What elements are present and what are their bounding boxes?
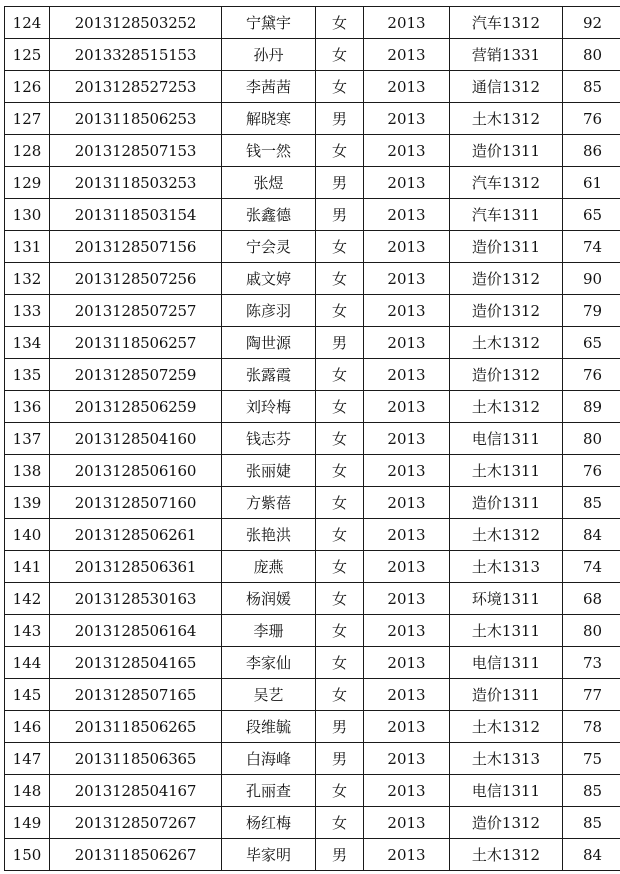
gender-cell: 男 (316, 199, 364, 231)
row-number-cell: 132 (5, 263, 50, 295)
year-cell: 2013 (364, 359, 450, 391)
student-id-cell: 2013128507153 (50, 135, 222, 167)
score-cell: 76 (563, 455, 620, 487)
row-number-cell: 133 (5, 295, 50, 327)
score-cell: 85 (563, 487, 620, 519)
student-name-cell: 钱一然 (222, 135, 316, 167)
student-id-cell: 2013128507259 (50, 359, 222, 391)
class-cell: 汽车1312 (450, 167, 563, 199)
row-number-cell: 149 (5, 807, 50, 839)
row-number-cell: 128 (5, 135, 50, 167)
year-cell: 2013 (364, 39, 450, 71)
class-cell: 土木1312 (450, 391, 563, 423)
student-id-cell: 2013128507156 (50, 231, 222, 263)
student-id-cell: 2013118506253 (50, 103, 222, 135)
student-id-cell: 2013118503253 (50, 167, 222, 199)
gender-cell: 男 (316, 167, 364, 199)
year-cell: 2013 (364, 423, 450, 455)
class-cell: 造价1312 (450, 263, 563, 295)
class-cell: 土木1311 (450, 615, 563, 647)
student-name-cell: 方紫蓓 (222, 487, 316, 519)
table-row (5, 7, 620, 39)
table-row (5, 39, 620, 71)
class-cell: 汽车1311 (450, 199, 563, 231)
student-name-cell: 白海峰 (222, 743, 316, 775)
student-id-cell: 2013118506257 (50, 327, 222, 359)
student-id-cell: 2013128507256 (50, 263, 222, 295)
row-number-cell: 131 (5, 231, 50, 263)
class-cell: 土木1312 (450, 711, 563, 743)
score-cell: 85 (563, 775, 620, 807)
student-id-cell: 2013128504165 (50, 647, 222, 679)
table-row (5, 359, 620, 391)
student-id-cell: 2013128506261 (50, 519, 222, 551)
student-name-cell: 钱志芬 (222, 423, 316, 455)
student-id-cell: 2013128503252 (50, 7, 222, 39)
table-row (5, 775, 620, 807)
year-cell: 2013 (364, 679, 450, 711)
gender-cell: 女 (316, 455, 364, 487)
student-id-cell: 2013128507160 (50, 487, 222, 519)
score-cell: 84 (563, 519, 620, 551)
table-row (5, 199, 620, 231)
class-cell: 造价1312 (450, 359, 563, 391)
student-id-cell: 2013128506160 (50, 455, 222, 487)
score-cell: 80 (563, 423, 620, 455)
gender-cell: 女 (316, 583, 364, 615)
table-row (5, 583, 620, 615)
score-cell: 74 (563, 231, 620, 263)
row-number-cell: 146 (5, 711, 50, 743)
table-row (5, 103, 620, 135)
row-number-cell: 129 (5, 167, 50, 199)
year-cell: 2013 (364, 71, 450, 103)
row-number-cell: 150 (5, 839, 50, 871)
row-number-cell: 142 (5, 583, 50, 615)
score-cell: 84 (563, 839, 620, 871)
row-number-cell: 125 (5, 39, 50, 71)
class-cell: 造价1311 (450, 679, 563, 711)
student-name-cell: 宁会灵 (222, 231, 316, 263)
student-id-cell: 2013128527253 (50, 71, 222, 103)
class-cell: 造价1311 (450, 487, 563, 519)
student-id-cell: 2013128506164 (50, 615, 222, 647)
student-name-cell: 毕家明 (222, 839, 316, 871)
student-id-cell: 2013328515153 (50, 39, 222, 71)
class-cell: 环境1311 (450, 583, 563, 615)
row-number-cell: 130 (5, 199, 50, 231)
student-id-cell: 2013128506259 (50, 391, 222, 423)
gender-cell: 女 (316, 775, 364, 807)
student-name-cell: 段维毓 (222, 711, 316, 743)
gender-cell: 女 (316, 615, 364, 647)
student-id-cell: 2013128506361 (50, 551, 222, 583)
year-cell: 2013 (364, 455, 450, 487)
gender-cell: 女 (316, 679, 364, 711)
student-name-cell: 吴艺 (222, 679, 316, 711)
class-cell: 造价1311 (450, 135, 563, 167)
student-name-cell: 陈彦羽 (222, 295, 316, 327)
year-cell: 2013 (364, 263, 450, 295)
student-id-cell: 2013118503154 (50, 199, 222, 231)
student-name-cell: 张鑫德 (222, 199, 316, 231)
class-cell: 电信1311 (450, 775, 563, 807)
year-cell: 2013 (364, 519, 450, 551)
score-cell: 89 (563, 391, 620, 423)
row-number-cell: 141 (5, 551, 50, 583)
student-name-cell: 张煜 (222, 167, 316, 199)
class-cell: 电信1311 (450, 647, 563, 679)
student-name-cell: 李家仙 (222, 647, 316, 679)
student-id-cell: 2013118506365 (50, 743, 222, 775)
class-cell: 土木1312 (450, 327, 563, 359)
gender-cell: 女 (316, 551, 364, 583)
table-row (5, 263, 620, 295)
row-number-cell: 127 (5, 103, 50, 135)
class-cell: 营销1331 (450, 39, 563, 71)
year-cell: 2013 (364, 743, 450, 775)
row-number-cell: 145 (5, 679, 50, 711)
score-cell: 79 (563, 295, 620, 327)
gender-cell: 男 (316, 839, 364, 871)
score-cell: 80 (563, 39, 620, 71)
row-number-cell: 140 (5, 519, 50, 551)
table-row (5, 519, 620, 551)
student-name-cell: 陶世源 (222, 327, 316, 359)
gender-cell: 女 (316, 807, 364, 839)
table-row (5, 327, 620, 359)
score-cell: 86 (563, 135, 620, 167)
student-name-cell: 张艳洪 (222, 519, 316, 551)
score-cell: 74 (563, 551, 620, 583)
gender-cell: 女 (316, 519, 364, 551)
student-id-cell: 2013118506267 (50, 839, 222, 871)
class-cell: 土木1313 (450, 743, 563, 775)
row-number-cell: 143 (5, 615, 50, 647)
year-cell: 2013 (364, 775, 450, 807)
gender-cell: 女 (316, 231, 364, 263)
year-cell: 2013 (364, 647, 450, 679)
gender-cell: 女 (316, 295, 364, 327)
table-row (5, 423, 620, 455)
year-cell: 2013 (364, 583, 450, 615)
score-cell: 61 (563, 167, 620, 199)
student-name-cell: 庞燕 (222, 551, 316, 583)
row-number-cell: 144 (5, 647, 50, 679)
class-cell: 土木1312 (450, 103, 563, 135)
student-name-cell: 杨润媛 (222, 583, 316, 615)
year-cell: 2013 (364, 711, 450, 743)
student-id-cell: 2013128507267 (50, 807, 222, 839)
class-cell: 土木1313 (450, 551, 563, 583)
table-row (5, 487, 620, 519)
year-cell: 2013 (364, 487, 450, 519)
table-row (5, 711, 620, 743)
table-row (5, 135, 620, 167)
row-number-cell: 137 (5, 423, 50, 455)
score-cell: 68 (563, 583, 620, 615)
gender-cell: 女 (316, 39, 364, 71)
gender-cell: 女 (316, 487, 364, 519)
table-row (5, 167, 620, 199)
score-cell: 75 (563, 743, 620, 775)
year-cell: 2013 (364, 327, 450, 359)
table-row (5, 743, 620, 775)
table-row (5, 551, 620, 583)
row-number-cell: 134 (5, 327, 50, 359)
score-cell: 65 (563, 199, 620, 231)
year-cell: 2013 (364, 839, 450, 871)
class-cell: 造价1311 (450, 231, 563, 263)
student-id-cell: 2013118506265 (50, 711, 222, 743)
student-name-cell: 戚文婷 (222, 263, 316, 295)
row-number-cell: 147 (5, 743, 50, 775)
row-number-cell: 124 (5, 7, 50, 39)
gender-cell: 女 (316, 423, 364, 455)
score-cell: 85 (563, 807, 620, 839)
gender-cell: 女 (316, 359, 364, 391)
year-cell: 2013 (364, 551, 450, 583)
class-cell: 通信1312 (450, 71, 563, 103)
student-name-cell: 杨红梅 (222, 807, 316, 839)
table-row (5, 679, 620, 711)
table-row (5, 647, 620, 679)
class-cell: 造价1312 (450, 807, 563, 839)
gender-cell: 女 (316, 71, 364, 103)
student-id-cell: 2013128507165 (50, 679, 222, 711)
student-name-cell: 张露霞 (222, 359, 316, 391)
score-cell: 76 (563, 359, 620, 391)
student-name-cell: 刘玲梅 (222, 391, 316, 423)
year-cell: 2013 (364, 231, 450, 263)
class-cell: 土木1311 (450, 455, 563, 487)
table-row (5, 615, 620, 647)
student-name-cell: 张丽婕 (222, 455, 316, 487)
score-cell: 76 (563, 103, 620, 135)
gender-cell: 女 (316, 647, 364, 679)
table-row (5, 839, 620, 871)
year-cell: 2013 (364, 615, 450, 647)
gender-cell: 男 (316, 327, 364, 359)
score-cell: 78 (563, 711, 620, 743)
class-cell: 汽车1312 (450, 7, 563, 39)
year-cell: 2013 (364, 807, 450, 839)
student-id-cell: 2013128504167 (50, 775, 222, 807)
year-cell: 2013 (364, 295, 450, 327)
class-cell: 土木1312 (450, 839, 563, 871)
row-number-cell: 126 (5, 71, 50, 103)
row-number-cell: 148 (5, 775, 50, 807)
year-cell: 2013 (364, 199, 450, 231)
class-cell: 土木1312 (450, 519, 563, 551)
row-number-cell: 135 (5, 359, 50, 391)
table-row (5, 807, 620, 839)
score-cell: 80 (563, 615, 620, 647)
gender-cell: 女 (316, 7, 364, 39)
student-name-cell: 李珊 (222, 615, 316, 647)
score-cell: 77 (563, 679, 620, 711)
student-id-cell: 2013128530163 (50, 583, 222, 615)
table-row (5, 231, 620, 263)
gender-cell: 男 (316, 743, 364, 775)
score-cell: 85 (563, 71, 620, 103)
table-row (5, 391, 620, 423)
row-number-cell: 138 (5, 455, 50, 487)
student-id-cell: 2013128507257 (50, 295, 222, 327)
gender-cell: 男 (316, 711, 364, 743)
gender-cell: 女 (316, 263, 364, 295)
class-cell: 造价1312 (450, 295, 563, 327)
score-cell: 90 (563, 263, 620, 295)
year-cell: 2013 (364, 391, 450, 423)
gender-cell: 女 (316, 391, 364, 423)
student-name-cell: 李茜茜 (222, 71, 316, 103)
student-name-cell: 解晓寒 (222, 103, 316, 135)
row-number-cell: 136 (5, 391, 50, 423)
gender-cell: 男 (316, 103, 364, 135)
student-name-cell: 孔丽查 (222, 775, 316, 807)
table-row (5, 455, 620, 487)
gender-cell: 女 (316, 135, 364, 167)
score-cell: 65 (563, 327, 620, 359)
year-cell: 2013 (364, 7, 450, 39)
score-cell: 92 (563, 7, 620, 39)
table-row (5, 71, 620, 103)
year-cell: 2013 (364, 135, 450, 167)
score-cell: 73 (563, 647, 620, 679)
table-body (5, 7, 620, 871)
table-row (5, 295, 620, 327)
year-cell: 2013 (364, 103, 450, 135)
row-number-cell: 139 (5, 487, 50, 519)
year-cell: 2013 (364, 167, 450, 199)
student-score-table (4, 6, 620, 871)
student-name-cell: 宁黛宇 (222, 7, 316, 39)
student-id-cell: 2013128504160 (50, 423, 222, 455)
class-cell: 电信1311 (450, 423, 563, 455)
student-name-cell: 孙丹 (222, 39, 316, 71)
